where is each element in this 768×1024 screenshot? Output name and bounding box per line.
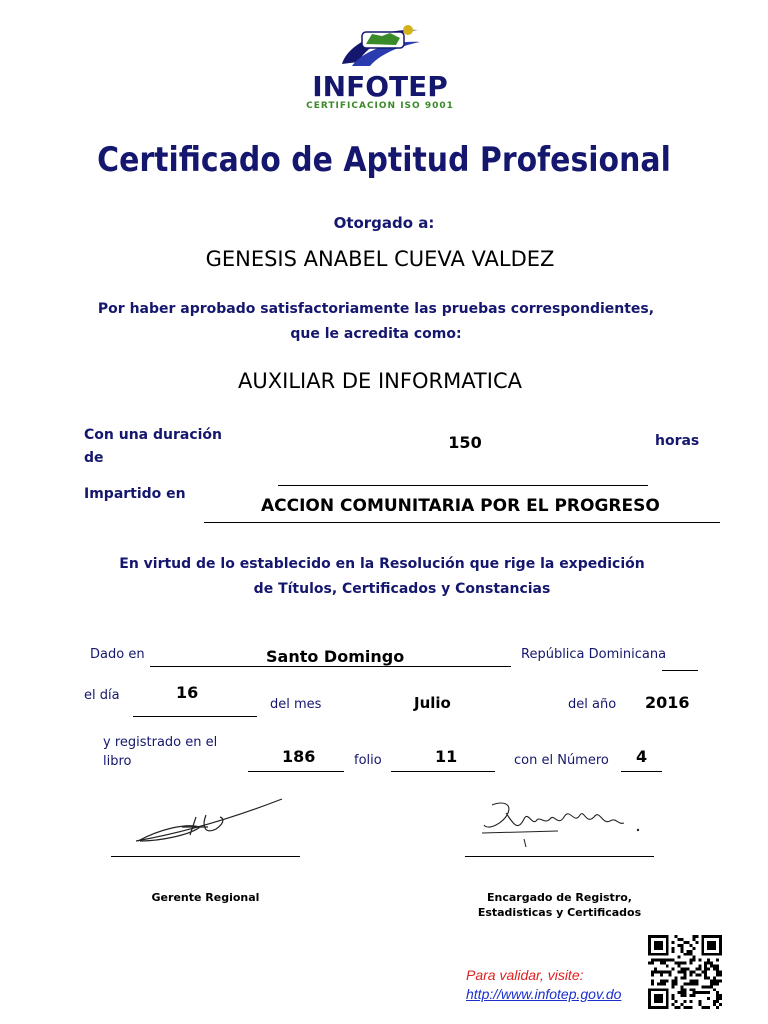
registry-officer-title-line-2: Estadisticas y Certificados <box>477 906 642 919</box>
registry-officer-title-line-1: Encargado de Registro, <box>487 891 632 904</box>
reason-line-2: que le acredita como: <box>290 326 462 342</box>
number-label: con el Número <box>514 753 609 768</box>
institution-name: ACCION COMUNITARIA POR EL PROGRESO <box>261 496 660 516</box>
country-label: República Dominicana <box>521 647 667 662</box>
qualification-title: AUXILIAR DE INFORMATICA <box>238 369 522 393</box>
registry-label-line-2: libro <box>103 754 132 769</box>
regional-manager-signature <box>130 795 290 850</box>
year-label: del año <box>568 697 617 712</box>
duration-hours-value: 150 <box>448 433 482 452</box>
month-label: del mes <box>270 697 322 712</box>
day-label: el día <box>84 688 120 703</box>
institution-underline <box>204 522 720 523</box>
book-underline <box>248 771 344 772</box>
folio-label: folio <box>354 753 382 768</box>
hours-unit-label: horas <box>655 433 700 449</box>
duration-underline <box>278 485 648 486</box>
left-signature-line <box>111 856 300 857</box>
month-value: Julio <box>414 694 451 712</box>
registry-label-line-1: y registrado en el <box>103 735 218 750</box>
registry-officer-signature <box>478 795 648 850</box>
given-in-label: Dado en <box>90 647 145 662</box>
resolution-line-1: En virtud de lo establecido en la Resolución que rige la expedición <box>119 556 645 572</box>
resolution-line-2: de Títulos, Certificados y Constancias <box>253 581 551 597</box>
certificate-title: Certificado de Aptitud Profesional <box>97 140 671 180</box>
taught-at-label: Impartido en <box>84 486 186 502</box>
right-signature-line <box>465 856 654 857</box>
validation-link[interactable]: http://www.infotep.gov.do <box>466 986 622 1002</box>
regional-manager-title: Gerente Regional <box>151 891 260 904</box>
day-underline <box>133 716 257 717</box>
year-value: 2016 <box>645 693 690 712</box>
registry-number-value: 4 <box>636 747 648 766</box>
country-underline <box>662 670 698 671</box>
folio-value: 11 <box>435 747 458 766</box>
logo-name: INFOTEP <box>312 70 448 103</box>
day-value: 16 <box>176 683 199 702</box>
book-number-value: 186 <box>282 747 316 766</box>
qr-code-icon <box>648 934 722 1010</box>
folio-underline <box>391 771 495 772</box>
duration-label-line-2: de <box>84 450 104 466</box>
city-underline <box>150 666 511 667</box>
duration-label-line-1: Con una duración <box>84 427 223 443</box>
city-value: Santo Domingo <box>266 647 405 666</box>
validation-text: Para validar, visite: <box>466 967 584 983</box>
reason-line-1: Por haber aprobado satisfactoriamente las pruebas correspondientes, <box>97 301 655 317</box>
logo-subtitle: CERTIFICACION ISO 9001 <box>306 101 454 111</box>
recipient-name: GENESIS ANABEL CUEVA VALDEZ <box>205 247 555 271</box>
awarded-to-label: Otorgado a: <box>333 214 435 232</box>
number-underline <box>621 771 662 772</box>
